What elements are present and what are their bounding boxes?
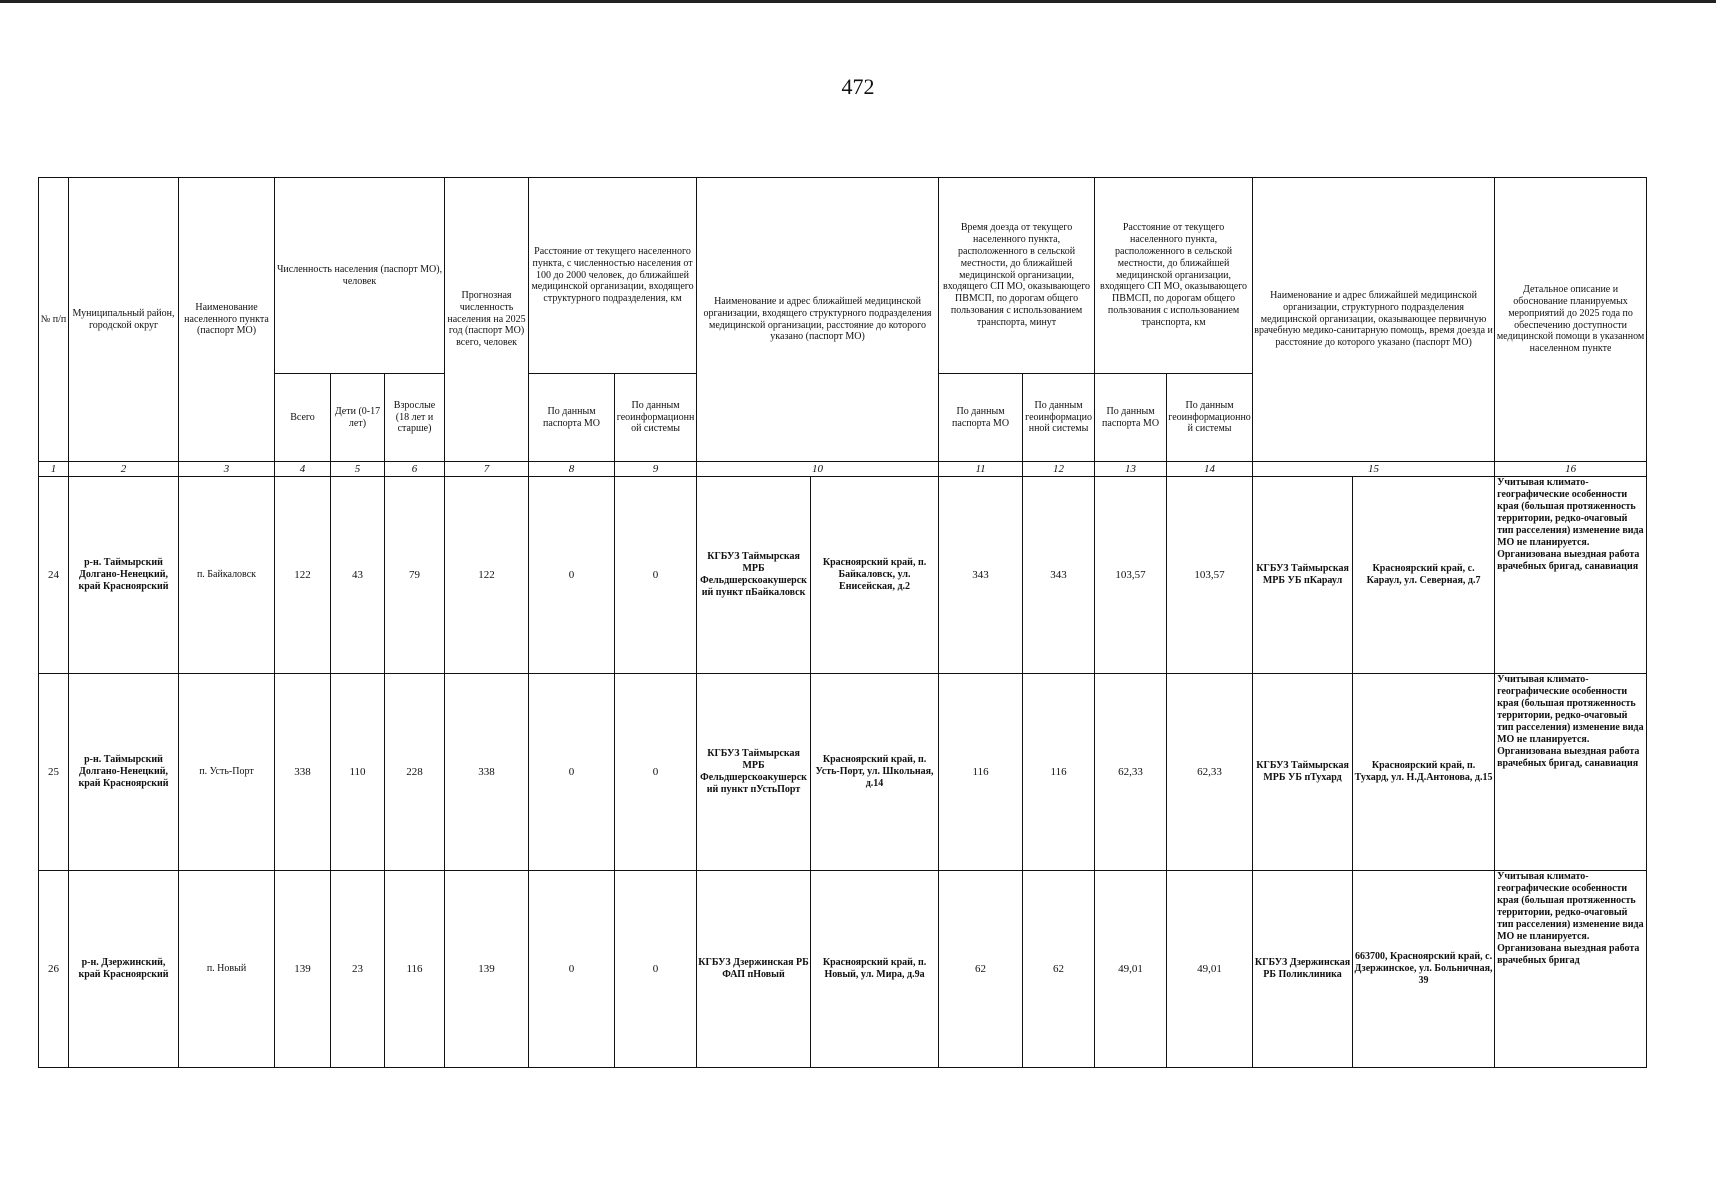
cell-pvmsp-address-text: Красноярский край, п. Тухард, ул. Н.Д.Антонова, д.15	[1354, 760, 1493, 783]
col-number: 6	[385, 462, 445, 477]
header-dist-gis: По данным геоинформационной системы	[615, 374, 697, 462]
cell-mo-address	[811, 674, 939, 871]
cell-district-text: р-н. Таймырский Долгано-Ненецкий, край Красноярский	[78, 557, 169, 592]
cell-time-passport: 62	[939, 871, 1023, 1068]
cell-forecast: 139	[445, 871, 529, 1068]
header-district: Муниципальный район, городской округ	[69, 178, 179, 462]
cell-pvmsp-name-text: КГБУЗ Таймырская МРБ УБ пТухард	[1256, 760, 1349, 783]
cell-km-passport: 103,57	[1095, 477, 1167, 674]
cell-time-passport: 116	[939, 674, 1023, 871]
cell-pop-total: 338	[275, 674, 331, 871]
cell-mo-name	[697, 674, 811, 871]
cell-pop-total: 139	[275, 871, 331, 1068]
col-number: 9	[615, 462, 697, 477]
cell-dist-gis: 0	[615, 674, 697, 871]
cell-settlement: п. Усть-Порт	[179, 674, 275, 871]
header-time-gis: По данным геоинформационной системы	[1023, 374, 1095, 462]
cell-pvmsp-name	[1253, 871, 1353, 1068]
cell-mo-address-text: Красноярский край, п. Новый, ул. Мира, д.9а	[822, 957, 927, 980]
header-time-passport: По данным паспорта МО	[939, 374, 1023, 462]
cell-pvmsp-name	[1253, 674, 1353, 871]
table-row	[39, 674, 1647, 871]
cell-mo-address	[811, 477, 939, 674]
cell-row-number: 26	[39, 871, 69, 1068]
column-number-row	[39, 462, 1647, 477]
cell-mo-name	[697, 871, 811, 1068]
cell-district	[69, 477, 179, 674]
col-number: 10	[697, 462, 939, 477]
cell-pvmsp-address	[1353, 477, 1495, 674]
col-number: 5	[331, 462, 385, 477]
cell-settlement: п. Байкаловск	[179, 477, 275, 674]
cell-pop-adults: 228	[385, 674, 445, 871]
cell-description-text: Учитывая климато-географические особенности края (большая протяженность территории, редко-очаговый тип расселения) изменение вида МО не планируется. Организована выездная работа врачебных бригад	[1497, 871, 1644, 966]
page-number: 472	[841, 74, 875, 99]
cell-pop-children: 43	[331, 477, 385, 674]
col-number: 15	[1253, 462, 1495, 477]
cell-description	[1495, 477, 1647, 674]
header-pop-total: Всего	[275, 374, 331, 462]
col-number: 7	[445, 462, 529, 477]
header-km-passport: По данным паспорта МО	[1095, 374, 1167, 462]
header-nearest-mo: Наименование и адрес ближайшей медицинской организации, входящего структурного подразделения медицинской организации, расстояние до которого указано (паспорт МО)	[697, 178, 939, 462]
cell-km-gis: 103,57	[1167, 477, 1253, 674]
cell-mo-name-text: КГБУЗ Таймырская МРБ Фельдшерскоакушерский пункт пБайкаловск	[700, 551, 807, 598]
header-population: Численность населения (паспорт МО), человек	[275, 178, 445, 374]
data-table-wrapper	[38, 177, 1646, 1068]
cell-dist-gis: 0	[615, 477, 697, 674]
col-number: 13	[1095, 462, 1167, 477]
cell-district	[69, 674, 179, 871]
cell-km-passport: 49,01	[1095, 871, 1167, 1068]
col-number: 1	[39, 462, 69, 477]
cell-pop-children: 23	[331, 871, 385, 1068]
cell-district-text: р-н. Дзержинский, край Красноярский	[78, 957, 169, 980]
cell-forecast: 122	[445, 477, 529, 674]
col-number: 14	[1167, 462, 1253, 477]
col-number: 3	[179, 462, 275, 477]
header-travel-time: Время доезда от текущего населенного пункта, расположенного в сельской местности, до ближайшей медицинской организации, входящего СП МО, оказывающего ПВМСП, по дорогам общего пользования с использованием транспорта, минут	[939, 178, 1095, 374]
cell-dist-passport: 0	[529, 674, 615, 871]
table-row	[39, 477, 1647, 674]
col-number: 4	[275, 462, 331, 477]
cell-pop-total: 122	[275, 477, 331, 674]
header-distance-mo: Расстояние от текущего населенного пункта, с численностью населения от 100 до 2000 человек, до ближайшей медицинской организации, входящего структурного подразделения, км	[529, 178, 697, 374]
cell-pvmsp-address	[1353, 871, 1495, 1068]
cell-forecast: 338	[445, 674, 529, 871]
header-row-top	[39, 178, 1647, 374]
cell-pop-children: 110	[331, 674, 385, 871]
cell-row-number: 25	[39, 674, 69, 871]
cell-dist-gis: 0	[615, 871, 697, 1068]
cell-pvmsp-address	[1353, 674, 1495, 871]
header-km-gis: По данным геоинформационной системы	[1167, 374, 1253, 462]
cell-time-passport: 343	[939, 477, 1023, 674]
header-dist-passport: По данным паспорта МО	[529, 374, 615, 462]
col-number: 8	[529, 462, 615, 477]
cell-settlement: п. Новый	[179, 871, 275, 1068]
data-table	[38, 177, 1647, 1068]
cell-mo-address-text: Красноярский край, п. Байкаловск, ул. Енисейская, д.2	[822, 557, 927, 592]
cell-description-text: Учитывая климато-географические особенности края (большая протяженность территории, редко-очаговый тип расселения) изменение вида МО не планируется. Организована выездная работа врачебных бригад, санавиация	[1497, 674, 1644, 769]
cell-dist-passport: 0	[529, 871, 615, 1068]
cell-pvmsp-address-text: 663700, Красноярский край, с. Дзержинское, ул. Больничная, 39	[1354, 951, 1493, 986]
table-row	[39, 871, 1647, 1068]
cell-pop-adults: 79	[385, 477, 445, 674]
cell-description-text: Учитывая климато-географические особенности края (большая протяженность территории, редко-очаговый тип расселения) изменение вида МО не планируется. Организована выездная работа врачебных бригад, санавиация	[1497, 477, 1644, 572]
cell-mo-name-text: КГБУЗ Таймырская МРБ Фельдшерскоакушерский пункт пУстьПорт	[700, 748, 807, 795]
cell-time-gis: 343	[1023, 477, 1095, 674]
col-number: 12	[1023, 462, 1095, 477]
cell-dist-passport: 0	[529, 477, 615, 674]
cell-mo-address	[811, 871, 939, 1068]
header-pvmsp-mo: Наименование и адрес ближайшей медицинской организации, структурного подразделения медицинской организации, оказывающее первичную врачебную медико-санитарную помощь, время доезда и расстояние до которого указано (паспорт МО)	[1253, 178, 1495, 462]
cell-description	[1495, 871, 1647, 1068]
top-border-line	[0, 0, 1716, 3]
cell-row-number: 24	[39, 477, 69, 674]
header-description: Детальное описание и обоснование планируемых мероприятий до 2025 года по обеспечению доступности медицинской помощи в указанном населенном пункте	[1495, 178, 1647, 462]
cell-pvmsp-name-text: КГБУЗ Таймырская МРБ УБ пКараул	[1256, 563, 1349, 586]
header-pop-adults: Взрослые (18 лет и старше)	[385, 374, 445, 462]
col-number: 16	[1495, 462, 1647, 477]
cell-time-gis: 116	[1023, 674, 1095, 871]
cell-pvmsp-name	[1253, 477, 1353, 674]
col-number: 11	[939, 462, 1023, 477]
cell-km-passport: 62,33	[1095, 674, 1167, 871]
cell-description	[1495, 674, 1647, 871]
cell-time-gis: 62	[1023, 871, 1095, 1068]
header-pop-children: Дети (0-17 лет)	[331, 374, 385, 462]
cell-km-gis: 49,01	[1167, 871, 1253, 1068]
header-travel-distance: Расстояние от текущего населенного пункта, расположенного в сельской местности, до ближайшей медицинской организации, входящего СП МО, оказывающего ПВМСП, по дорогам общего пользования с использованием транспорта, км	[1095, 178, 1253, 374]
header-settlement: Наименование населенного пункта (паспорт МО)	[179, 178, 275, 462]
cell-pvmsp-name-text: КГБУЗ Дзержинская РБ Поликлиника	[1254, 957, 1351, 980]
col-number: 2	[69, 462, 179, 477]
cell-district-text: р-н. Таймырский Долгано-Ненецкий, край Красноярский	[78, 754, 169, 789]
header-n: № п/п	[39, 178, 69, 462]
cell-pop-adults: 116	[385, 871, 445, 1068]
cell-km-gis: 62,33	[1167, 674, 1253, 871]
header-forecast: Прогнозная численность населения на 2025 год (паспорт МО) всего, человек	[445, 178, 529, 462]
cell-mo-name-text: КГБУЗ Дзержинская РБ ФАП пНовый	[698, 957, 809, 980]
cell-mo-name	[697, 477, 811, 674]
cell-mo-address-text: Красноярский край, п. Усть-Порт, ул. Школьная, д.14	[815, 754, 934, 789]
cell-district	[69, 871, 179, 1068]
cell-pvmsp-address-text: Красноярский край, с. Караул, ул. Северная, д.7	[1366, 563, 1481, 586]
